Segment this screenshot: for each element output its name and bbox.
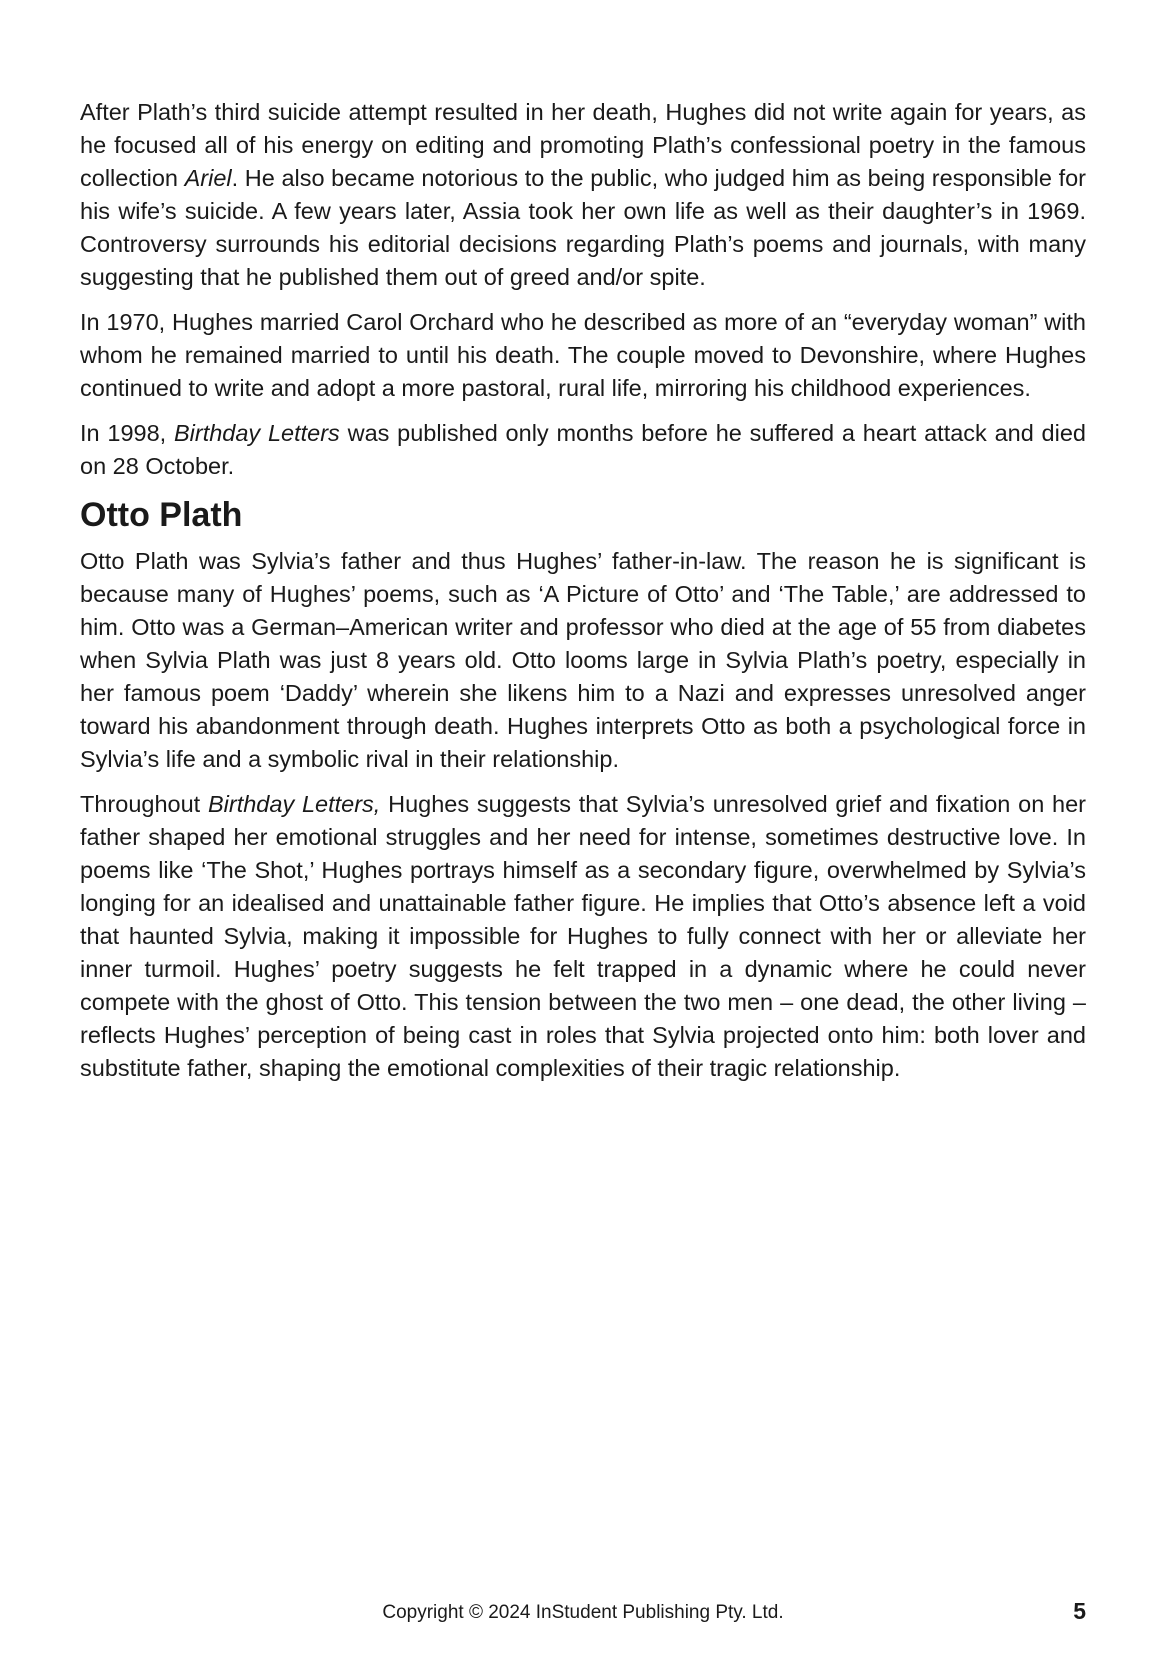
book-title-birthday-letters: Birthday Letters xyxy=(173,420,340,446)
book-title-birthday-letters: Birthday Letters, xyxy=(207,791,381,817)
paragraph-birthday-letters-1998 xyxy=(80,417,1086,483)
book-title-ariel: Ariel xyxy=(184,165,232,191)
paragraph-text: . He also became notorious to the public, who judged him as being responsible for his wife’s suicide. A few years later, Assia took her own life as well as their daughter’s in 1969. Controversy surrounds his editorial decisions regarding Plath’s poems and journals, with many suggesting that he published them out of greed and/or spite. xyxy=(80,165,1087,290)
paragraph-text: Hughes suggests that Sylvia’s unresolved grief and fixation on her father shaped her emotional struggles and her need for intense, sometimes destructive love. In poems like ‘The Shot,’ Hughes portrays himself as a secondary figure, overwhelmed by Sylvia’s longing for an idealised and unattainable father figure. He implies that Otto’s absence left a void that haunted Sylvia, making it impossible for Hughes to fully connect with her or alleviate her inner turmoil. Hughes’ poetry suggests he felt trapped in a dynamic where he could never compete with the ghost of Otto. This tension between the two men – one dead, the other living – reflects Hughes’ perception of being cast in roles that Sylvia projected onto him: both lover and substitute father, shaping the emotional complexities of their tragic relationship. xyxy=(80,791,1087,1081)
paragraph-otto-plath-intro: Otto Plath was Sylvia’s father and thus Hughes’ father-in-law. The reason he is significant is because many of Hughes’ poems, such as ‘A Picture of Otto’ and ‘The Table,’ are addressed to him. Otto was a German–American writer and professor who died at the age of 55 from diabetes when Sylvia Plath was just 8 years old. Otto looms large in Sylvia Plath’s poetry, especially in her famous poem ‘Daddy’ wherein she likens him to a Nazi and expresses unresolved anger toward his abandonment through death. Hughes interprets Otto as both a psychological force in Sylvia’s life and a symbolic rival in their relationship. xyxy=(80,548,1086,772)
section-heading-otto-plath: Otto Plath xyxy=(80,496,243,534)
page-footer xyxy=(0,1598,1166,1628)
document-body xyxy=(80,96,1086,1097)
paragraph-text: Throughout xyxy=(80,791,208,817)
copyright-notice: Copyright © 2024 InStudent Publishing Pty. Ltd. xyxy=(382,1602,784,1623)
paragraph-text: After Plath’s third suicide attempt resulted in her death, Hughes did not write again for years, as he focused all of his energy on editing and promoting Plath’s confessional poetry in the famous collection xyxy=(80,99,1086,191)
paragraph-hughes-after-plath xyxy=(80,96,1086,294)
paragraph-otto-influence xyxy=(80,788,1086,1085)
paragraph-text: In 1998, xyxy=(80,420,174,446)
paragraph-carol-orchard: In 1970, Hughes married Carol Orchard who he described as more of an “everyday woman” with whom he remained married to until his death. The couple moved to Devonshire, where Hughes continued to write and adopt a more pastoral, rural life, mirroring his childhood experiences. xyxy=(80,309,1086,401)
page-number: 5 xyxy=(1073,1598,1086,1624)
paragraph-text: was published only months before he suffered a heart attack and died on 28 October. xyxy=(80,420,1086,479)
